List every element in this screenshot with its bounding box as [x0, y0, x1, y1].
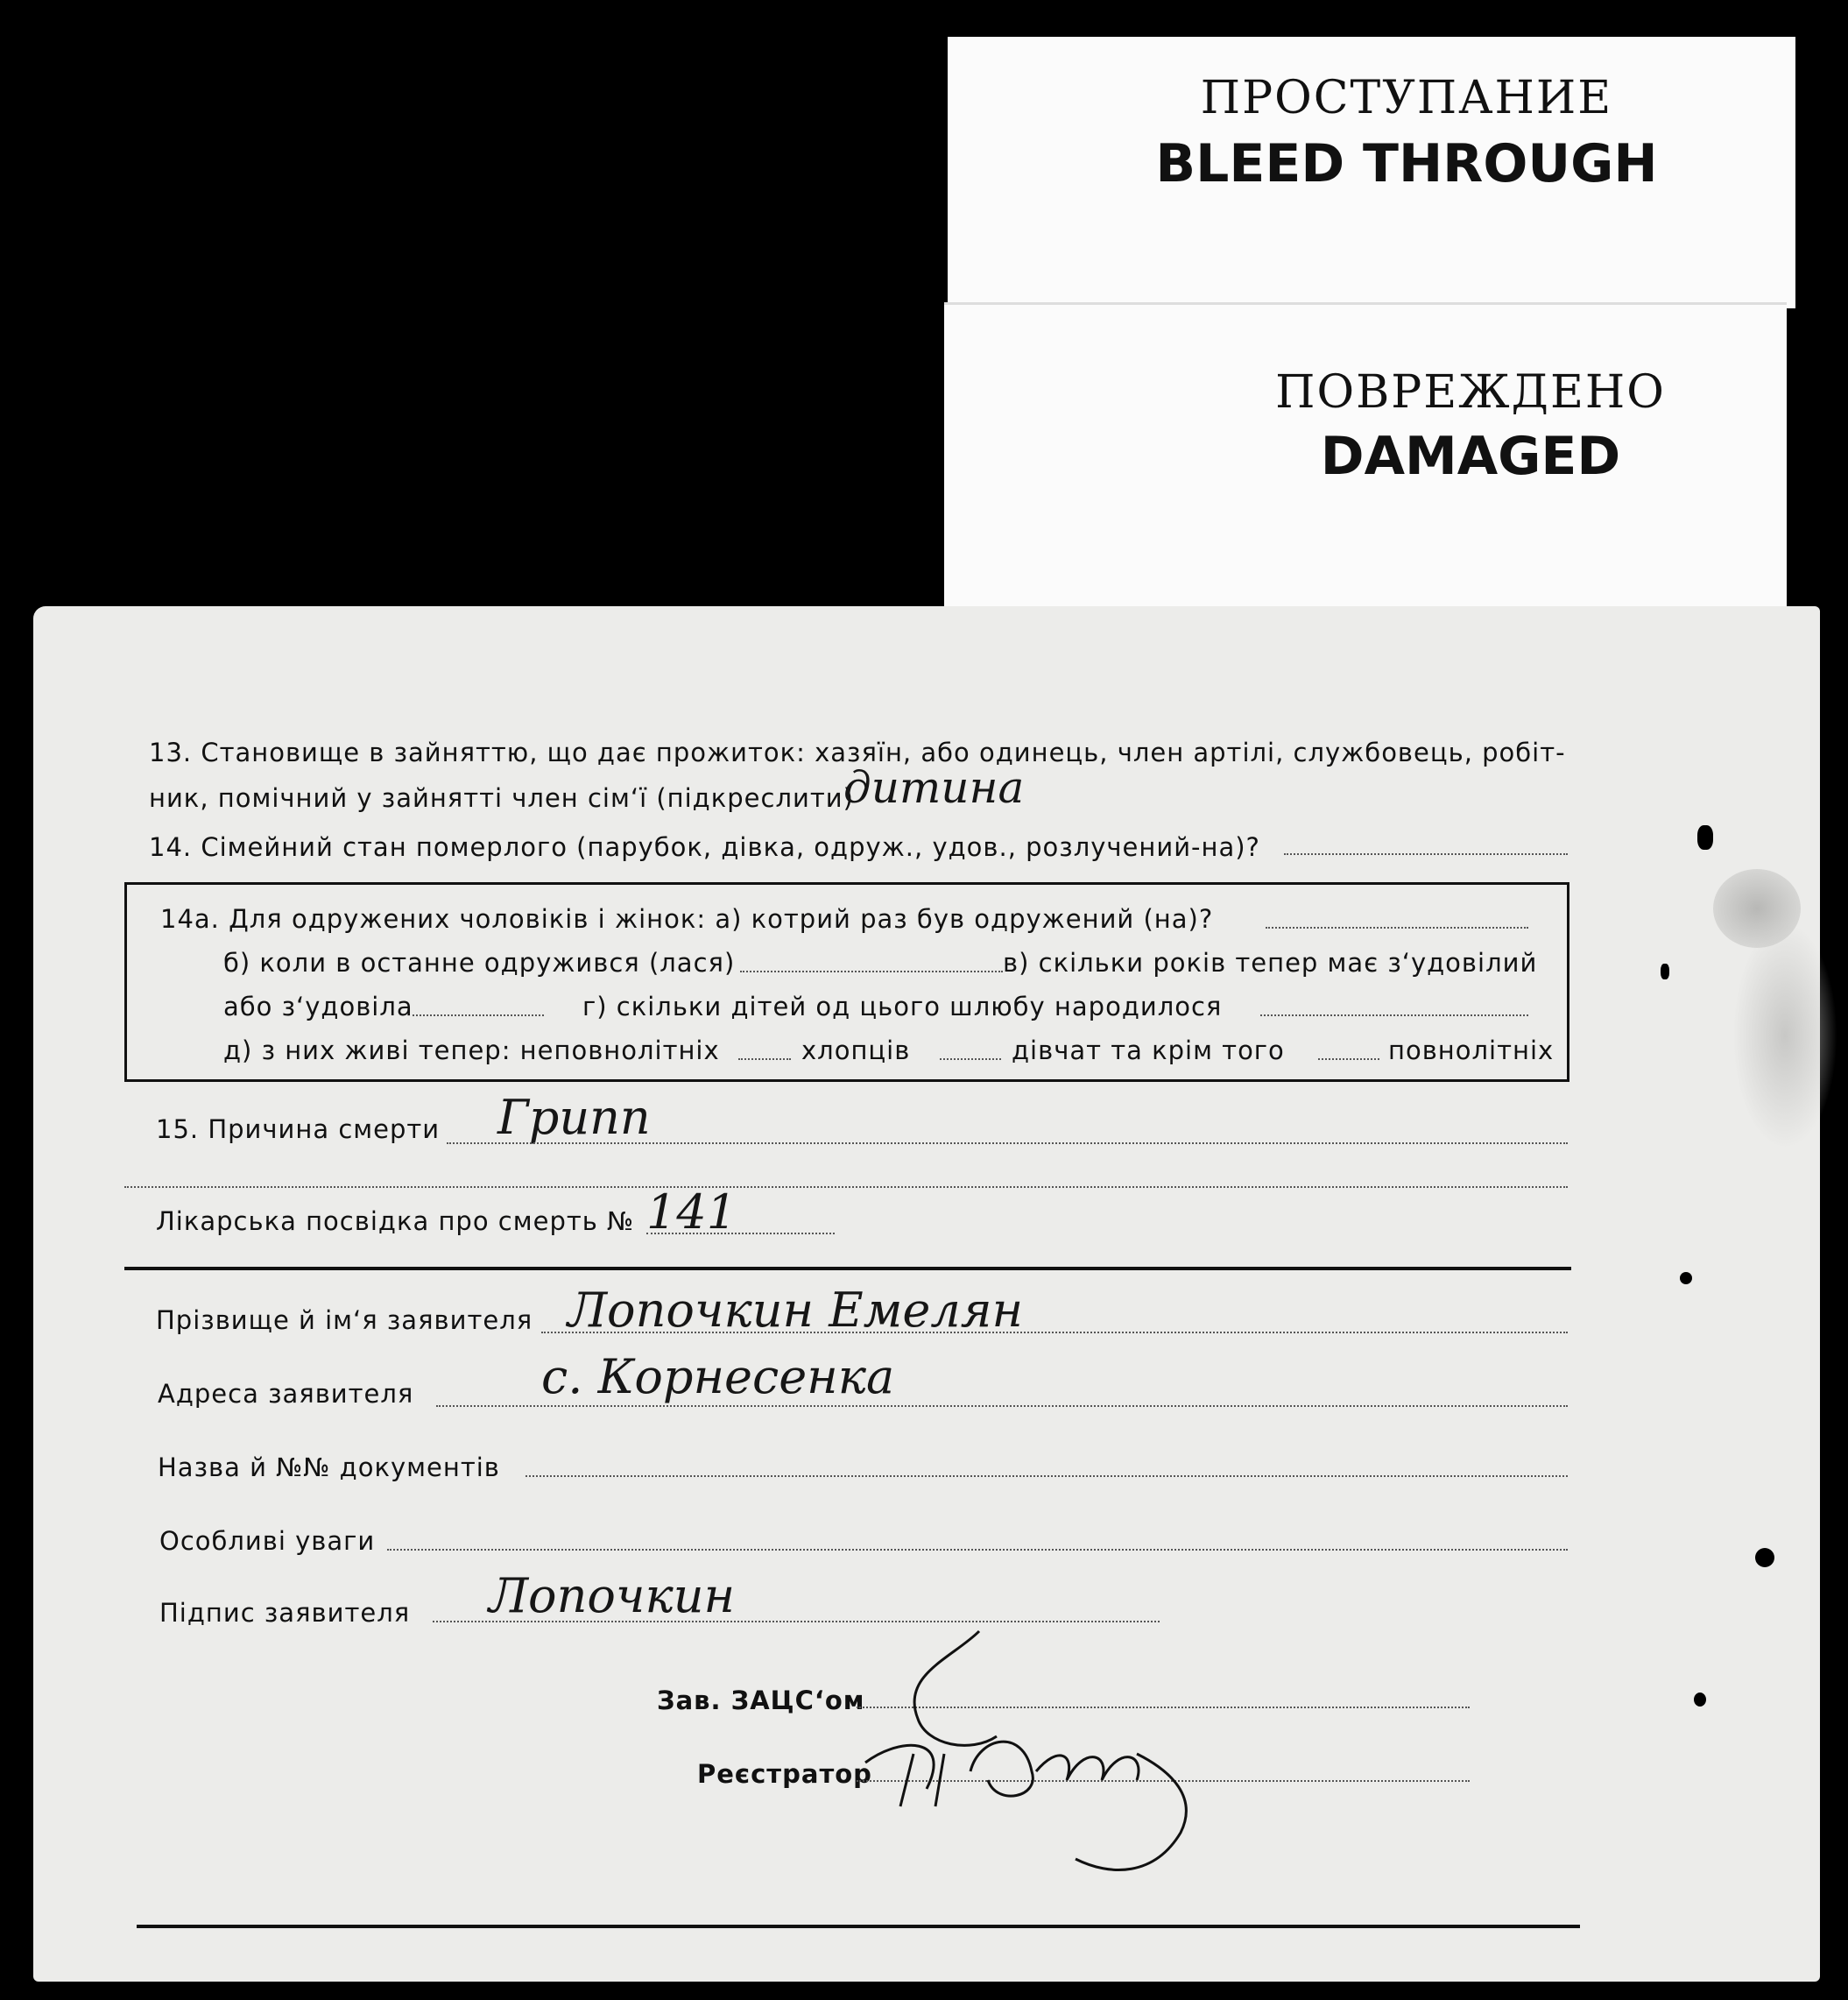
applicant-address-label: Адреса заявителя	[158, 1379, 414, 1409]
item-14-field	[1284, 853, 1568, 855]
bleed-through-notice	[948, 37, 1795, 308]
damaged-ru: ПОВРЕЖДЕНО	[1275, 366, 1666, 419]
item-14a-field-minors	[738, 1058, 791, 1060]
item-13-line-2: ник, помічний у зайнятті член сім‘ї (підкреслити)	[149, 783, 854, 813]
item-13-line-1: 13. Становище в зайняттю, що дає прожиток: хазяїн, або одинець, член артілі, службовець, робіт-	[149, 738, 1566, 767]
damage-hole	[1680, 1272, 1692, 1284]
item-14a-field-g	[1260, 1014, 1528, 1016]
record-sheet	[33, 606, 1820, 1982]
applicant-address-field	[436, 1405, 1568, 1407]
death-certificate-field	[646, 1233, 835, 1234]
damaged-en: DAMAGED	[1320, 426, 1621, 487]
registrar-signature	[848, 1622, 1233, 1885]
bottom-rule	[137, 1925, 1580, 1928]
death-certificate-label: Лікарська посвідка про смерть №	[156, 1206, 635, 1236]
item-13-value: дитина	[843, 762, 1025, 813]
applicant-signature: Лопочкин	[489, 1568, 736, 1623]
item-14a-line-1: 14а. Для одружених чоловіків і жінок: а) котрий раз був одружений (на)?	[160, 904, 1214, 934]
item-14a-field-v	[413, 1014, 544, 1016]
head-of-registry-label: Зав. ЗАЦС‘ом	[657, 1686, 865, 1715]
documents-label: Назва й №№ документів	[158, 1452, 500, 1482]
damage-hole	[1755, 1548, 1774, 1567]
item-14a-line-4b: хлопців	[801, 1035, 911, 1065]
item-14a-line-4a: д) з них живі тепер: неповнолітніх	[223, 1035, 720, 1065]
item-14-label: 14. Сімейний стан померлого (парубок, дівка, одруж., удов., розлучений-на)?	[149, 832, 1260, 862]
damage-hole	[1697, 825, 1713, 850]
item-14a-field-b	[740, 971, 1003, 972]
item-14a-line-4c: дівчат та крім того	[1012, 1035, 1285, 1065]
applicant-address-value: с. Корнесенка	[541, 1349, 895, 1404]
water-stain	[1732, 922, 1837, 1149]
applicant-name-label: Прізвище й ім‘я заявителя	[156, 1305, 533, 1335]
applicant-name-value: Лопочкин Емелян	[568, 1283, 1024, 1338]
applicant-name-field	[541, 1332, 1568, 1333]
item-14a-line-2a: б) коли в останне одружився (лася)	[223, 948, 736, 978]
item-14a-line-4d: повнолітніх	[1388, 1035, 1555, 1065]
documents-field	[525, 1475, 1568, 1477]
damaged-notice	[944, 302, 1787, 611]
bleed-through-ru: ПРОСТУПАНИЕ	[1200, 72, 1613, 124]
item-15-field	[447, 1142, 1568, 1144]
death-certificate-number: 141	[646, 1184, 737, 1240]
remarks-field	[387, 1549, 1568, 1551]
item-14a-line-2b: в) скільки років тепер має з‘удовілий	[1003, 948, 1538, 978]
item-15-field-2	[124, 1186, 1568, 1188]
damage-hole	[1661, 964, 1669, 979]
item-14a-box	[124, 882, 1569, 1082]
item-15-label: 15. Причина смерти	[156, 1114, 441, 1144]
item-14a-line-3a: або з‘удовіла	[223, 992, 413, 1021]
item-14a-field-a	[1266, 927, 1528, 929]
damage-hole	[1694, 1693, 1706, 1707]
remarks-label: Особливі уваги	[159, 1526, 376, 1556]
item-14a-field-boys	[940, 1058, 1001, 1060]
item-14a-field-girls	[1318, 1058, 1379, 1060]
item-14a-line-3b: г) скільки дітей од цього шлюбу народилося	[582, 992, 1223, 1021]
section-divider	[124, 1267, 1571, 1270]
bleed-through-en: BLEED THROUGH	[1155, 133, 1658, 194]
item-15-value: Грипп	[497, 1090, 651, 1145]
registrar-label: Реєстратор	[697, 1759, 872, 1789]
applicant-signature-label: Підпис заявителя	[159, 1598, 411, 1628]
